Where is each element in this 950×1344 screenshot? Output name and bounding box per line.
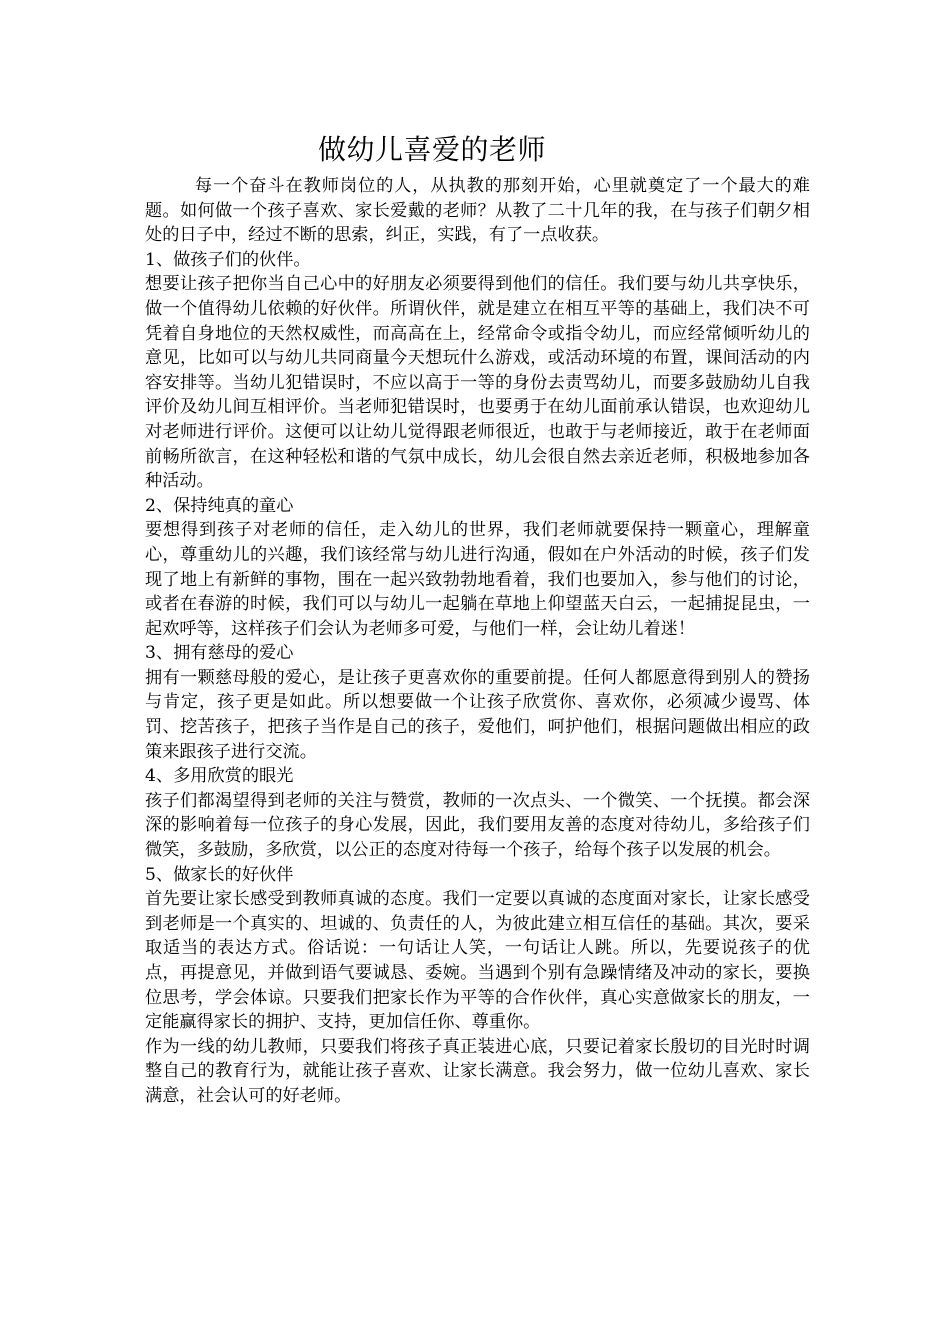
document-title: 做幼儿喜爱的老师 xyxy=(318,133,547,166)
section-1-heading: 1、做孩子们的伙伴。 xyxy=(145,249,311,270)
section-2-body: 要想得到孩子对老师的信任，走入幼儿的世界，我们老师就要保持一颗童心，理解童心，尊重幼儿的兴趣，我们该经常与幼儿进行沟通，假如在户外活动的时候，孩子们发现了地上有新鲜的事物，围在一起兴致勃勃地看着，我们也要加入，参与他们的讨论，或者在春游的时候，我们可以与幼儿一起躺在草地上仰望蓝天白云，一起捕捉昆虫，一起欢呼等，这样孩子们会认为老师多可爱，与他们一样，会让幼儿着迷！ xyxy=(145,520,810,639)
section-5-body: 首先要让家长感受到教师真诚的态度。我们一定要以真诚的态度面对家长，让家长感受到老师是一个真实的、坦诚的、负责任的人，为彼此建立相互信任的基础。其次，要采取适当的表达方式。俗话说：一句话让人笑，一句话让人跳。所以，先要说孩子的优点，再提意见，并做到语气要诚恳、委婉。当遇到个别有急躁情绪及冲动的家长，要换位思考，学会体谅。只要我们把家长作为平等的合作伙伴，真心实意做家长的朋友，一定能赢得家长的拥护、支持，更加信任你、尊重你。 xyxy=(145,889,810,1033)
section-4-heading: 4、多用欣赏的眼光 xyxy=(145,766,294,787)
section-4-body: 孩子们都渴望得到老师的关注与赞赏，教师的一次点头、一个微笑、一个抚摸。都会深深的影响着每一位孩子的身心发展，因此，我们要用友善的态度对待幼儿，多给孩子们微笑，多鼓励，多欣赏，以公正的态度对待每一个孩子，给每个孩子以发展的机会。 xyxy=(145,790,810,861)
section-3-body: 拥有一颗慈母般的爱心，是让孩子更喜欢你的重要前提。任何人都愿意得到别人的赞扬与肯定，孩子更是如此。所以想要做一个让孩子欣赏你、喜欢你，必须减少谩骂、体罚、挖苦孩子，把孩子当作是自己的孩子，爱他们，呵护他们，根据问题做出相应的政策来跟孩子进行交流。 xyxy=(145,667,810,762)
section-2-heading: 2、保持纯真的童心 xyxy=(145,495,294,516)
section-1-body: 想要让孩子把你当自己心中的好朋友必须要得到他们的信任。我们要与幼儿共享快乐，做一个值得幼儿依赖的好伙伴。所谓伙伴，就是建立在相互平等的基础上，我们决不可凭着自身地位的天然权威性，而高高在上，经常命令或指令幼儿，而应经常倾听幼儿的意见，比如可以与幼儿共同商量今天想玩什么游戏，或活动环境的布置，课间活动的内容安排等。当幼儿犯错误时，不应以高于一等的身份去责骂幼儿，而要多鼓励幼儿自我评价及幼儿间互相评价。当老师犯错误时，也要勇于在幼儿面前承认错误，也欢迎幼儿对老师进行评价。这便可以让幼儿觉得跟老师很近，也敢于与老师接近，敢于在老师面前畅所欲言，在这种轻松和谐的气氛中成长，幼儿会很自然去亲近老师，积极地参加各种活动。 xyxy=(145,274,810,492)
document-body xyxy=(145,128,810,1109)
intro-paragraph: 每一个奋斗在教师岗位的人，从执教的那刻开始，心里就奠定了一个最大的难题。如何做一个孩子喜欢、家长爱戴的老师？从教了二十几年的我，在与孩子们朝夕相处的日子中，经过不断的思索，纠正，实践，有了一点收获。 xyxy=(145,176,810,246)
conclusion-paragraph: 作为一线的幼儿教师，只要我们将孩子真正装进心底，只要记着家长殷切的目光时时调整自己的教育行为，就能让孩子喜欢、让家长满意。我会努力，做一位幼儿喜欢、家长满意，社会认可的好老师。 xyxy=(145,1036,810,1106)
section-5-heading: 5、做家长的好伙伴 xyxy=(145,864,294,885)
section-3-heading: 3、拥有慈母的爱心 xyxy=(145,643,294,664)
